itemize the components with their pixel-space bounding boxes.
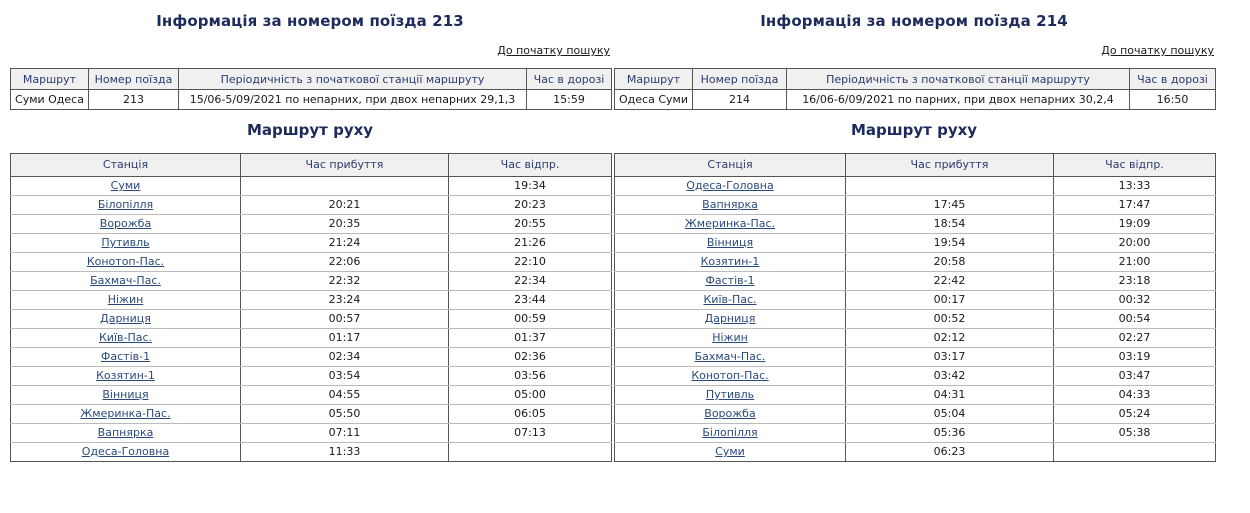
station-cell (11, 177, 241, 196)
station-link[interactable]: Козятин-1 (96, 369, 155, 382)
departure-cell: 03:56 (449, 367, 612, 386)
departure-cell: 00:32 (1054, 291, 1216, 310)
station-cell (615, 291, 846, 310)
arrival-cell: 02:34 (241, 348, 449, 367)
travel-time-header: Час в дорозі (1130, 69, 1216, 90)
station-cell (11, 196, 241, 215)
table-row (615, 424, 1216, 443)
table-row (615, 443, 1216, 462)
train-info-table (10, 68, 612, 110)
station-link[interactable]: Вапнярка (702, 198, 758, 211)
table-row (615, 272, 1216, 291)
route-header: Маршрут (11, 69, 89, 90)
table-row (11, 367, 612, 386)
station-cell (11, 405, 241, 424)
departure-header: Час відпр. (449, 154, 612, 177)
departure-cell: 21:26 (449, 234, 612, 253)
table-row (615, 386, 1216, 405)
table-row (615, 367, 1216, 386)
departure-cell: 22:34 (449, 272, 612, 291)
station-link[interactable]: Вінниця (706, 236, 754, 249)
route-header-row (11, 154, 612, 177)
table-row (11, 234, 612, 253)
departure-cell: 02:36 (449, 348, 612, 367)
arrival-header: Час прибуття (241, 154, 449, 177)
station-cell (615, 443, 846, 462)
station-cell (615, 367, 846, 386)
train-number-value: 213 (89, 90, 179, 110)
arrival-cell: 11:33 (241, 443, 449, 462)
station-cell (615, 386, 846, 405)
departure-cell: 20:55 (449, 215, 612, 234)
station-cell (11, 215, 241, 234)
train-number-value: 214 (693, 90, 787, 110)
departure-cell: 23:44 (449, 291, 612, 310)
departure-cell: 22:10 (449, 253, 612, 272)
station-cell (11, 310, 241, 329)
station-cell (11, 443, 241, 462)
travel-time-header: Час в дорозі (527, 69, 612, 90)
arrival-cell: 00:52 (846, 310, 1054, 329)
station-cell (615, 329, 846, 348)
station-cell (11, 329, 241, 348)
table-row (615, 291, 1216, 310)
station-link[interactable]: Білопілля (702, 426, 758, 439)
table-row (11, 443, 612, 462)
station-link[interactable]: Вінниця (102, 388, 149, 401)
train-number-header: Номер поїзда (89, 69, 179, 90)
route-header: Маршрут (615, 69, 693, 90)
departure-cell: 19:09 (1054, 215, 1216, 234)
route-value: Суми Одеса (11, 90, 89, 110)
departure-cell: 05:24 (1054, 405, 1216, 424)
station-link[interactable]: Вапнярка (97, 426, 154, 439)
station-link[interactable]: Бахмач-Пас. (694, 350, 766, 363)
station-cell (11, 272, 241, 291)
back-to-search-link[interactable]: До початку пошуку (497, 44, 610, 57)
arrival-cell: 19:54 (846, 234, 1054, 253)
table-row (11, 405, 612, 424)
arrival-cell: 21:24 (241, 234, 449, 253)
station-link[interactable]: Київ-Пас. (98, 331, 153, 344)
station-link[interactable]: Одеса-Головна (81, 445, 170, 458)
station-header: Станція (615, 154, 846, 177)
arrival-cell: 18:54 (846, 215, 1054, 234)
station-link[interactable]: Жмеринка-Пас. (80, 407, 171, 420)
departure-cell: 02:27 (1054, 329, 1216, 348)
arrival-cell: 00:57 (241, 310, 449, 329)
table-row (615, 348, 1216, 367)
table-row (11, 348, 612, 367)
arrival-cell: 02:12 (846, 329, 1054, 348)
table-row (11, 253, 612, 272)
arrival-cell: 22:42 (846, 272, 1054, 291)
station-cell (11, 424, 241, 443)
arrival-cell: 23:24 (241, 291, 449, 310)
arrival-cell (241, 177, 449, 196)
arrival-cell: 05:50 (241, 405, 449, 424)
periodicity-header: Періодичність з початкової станції маршруту (787, 69, 1130, 90)
arrival-cell: 03:17 (846, 348, 1054, 367)
arrival-cell: 04:31 (846, 386, 1054, 405)
arrival-cell: 22:32 (241, 272, 449, 291)
station-link[interactable]: Бахмач-Пас. (90, 274, 161, 287)
arrival-cell: 17:45 (846, 196, 1054, 215)
table-row (615, 329, 1216, 348)
station-cell (615, 253, 846, 272)
table-row (615, 177, 1216, 196)
table-row (11, 291, 612, 310)
station-link[interactable]: Путивль (705, 388, 755, 401)
departure-cell (449, 443, 612, 462)
arrival-header: Час прибуття (846, 154, 1054, 177)
arrival-cell: 03:54 (241, 367, 449, 386)
route-header-row (615, 154, 1216, 177)
table-row (11, 215, 612, 234)
table-row (11, 329, 612, 348)
departure-cell: 00:59 (449, 310, 612, 329)
table-row (615, 405, 1216, 424)
arrival-cell: 03:42 (846, 367, 1054, 386)
departure-cell: 01:37 (449, 329, 612, 348)
table-row (11, 177, 612, 196)
periodicity-value: 15/06-5/09/2021 по непарних, при двох непарних 29,1,3 (179, 90, 527, 110)
station-cell (615, 424, 846, 443)
train-number-header: Номер поїзда (693, 69, 787, 90)
station-cell (615, 177, 846, 196)
route-value: Одеса Суми (615, 90, 693, 110)
departure-cell (1054, 443, 1216, 462)
station-cell (615, 272, 846, 291)
station-cell (615, 405, 846, 424)
train-info-header-row (615, 69, 1216, 90)
station-link[interactable]: Конотоп-Пас. (86, 255, 165, 268)
station-link[interactable]: Ворожба (99, 217, 152, 230)
station-link[interactable]: Козятин-1 (700, 255, 760, 268)
station-cell (615, 196, 846, 215)
arrival-cell: 06:23 (846, 443, 1054, 462)
periodicity-value: 16/06-6/09/2021 по парних, при двох непарних 30,2,4 (787, 90, 1130, 110)
station-cell (11, 386, 241, 405)
station-cell (615, 310, 846, 329)
departure-cell: 03:19 (1054, 348, 1216, 367)
arrival-cell: 20:21 (241, 196, 449, 215)
table-row (11, 424, 612, 443)
arrival-cell: 05:36 (846, 424, 1054, 443)
station-header: Станція (11, 154, 241, 177)
table-row (11, 196, 612, 215)
table-row (615, 253, 1216, 272)
station-link[interactable]: Фастів-1 (705, 274, 755, 287)
station-link[interactable]: Ніжин (107, 293, 144, 306)
departure-cell: 00:54 (1054, 310, 1216, 329)
station-link[interactable]: Суми (715, 445, 745, 458)
station-link[interactable]: Одеса-Головна (686, 179, 774, 192)
station-link[interactable]: Ніжин (712, 331, 748, 344)
departure-cell: 19:34 (449, 177, 612, 196)
station-cell (615, 215, 846, 234)
departure-cell: 07:13 (449, 424, 612, 443)
departure-cell: 20:23 (449, 196, 612, 215)
table-row (11, 386, 612, 405)
station-link[interactable]: Фастів-1 (100, 350, 151, 363)
station-link[interactable]: Ворожба (704, 407, 756, 420)
arrival-cell: 20:58 (846, 253, 1054, 272)
travel-time-value: 16:50 (1130, 90, 1216, 110)
arrival-cell: 04:55 (241, 386, 449, 405)
table-row (11, 310, 612, 329)
station-link[interactable]: Київ-Пас. (703, 293, 757, 306)
arrival-cell: 20:35 (241, 215, 449, 234)
station-cell (615, 348, 846, 367)
departure-cell: 20:00 (1054, 234, 1216, 253)
station-link[interactable]: Конотоп-Пас. (691, 369, 769, 382)
departure-cell: 06:05 (449, 405, 612, 424)
arrival-cell: 05:04 (846, 405, 1054, 424)
table-row (615, 215, 1216, 234)
station-cell (11, 234, 241, 253)
arrival-cell: 22:06 (241, 253, 449, 272)
table-row (11, 272, 612, 291)
station-cell (11, 253, 241, 272)
periodicity-header: Періодичність з початкової станції маршруту (179, 69, 527, 90)
departure-header: Час відпр. (1054, 154, 1216, 177)
train-info-row (615, 90, 1216, 110)
station-cell (11, 291, 241, 310)
table-row (615, 234, 1216, 253)
station-link[interactable]: Дарниця (100, 312, 151, 325)
departure-cell: 05:38 (1054, 424, 1216, 443)
table-row (615, 310, 1216, 329)
page-title: Інформація за номером поїзда 214 (760, 12, 1068, 30)
train-info-header-row (11, 69, 612, 90)
departure-cell: 23:18 (1054, 272, 1216, 291)
departure-cell: 05:00 (449, 386, 612, 405)
departure-cell: 21:00 (1054, 253, 1216, 272)
route-title: Маршрут руху (246, 121, 374, 139)
station-cell (11, 348, 241, 367)
travel-time-value: 15:59 (527, 90, 612, 110)
departure-cell: 17:47 (1054, 196, 1216, 215)
station-link[interactable]: Жмеринка-Пас. (684, 217, 776, 230)
departure-cell: 04:33 (1054, 386, 1216, 405)
train-info-row (11, 90, 612, 110)
page-title: Інформація за номером поїзда 213 (156, 12, 464, 30)
route-table (10, 153, 612, 462)
arrival-cell (846, 177, 1054, 196)
station-link[interactable]: Білопілля (97, 198, 154, 211)
departure-cell: 13:33 (1054, 177, 1216, 196)
arrival-cell: 07:11 (241, 424, 449, 443)
departure-cell: 03:47 (1054, 367, 1216, 386)
arrival-cell: 00:17 (846, 291, 1054, 310)
station-link[interactable]: Дарниця (704, 312, 756, 325)
arrival-cell: 01:17 (241, 329, 449, 348)
train-info-table (614, 68, 1216, 110)
route-table (614, 153, 1216, 462)
table-row (615, 196, 1216, 215)
station-cell (615, 234, 846, 253)
station-cell (11, 367, 241, 386)
route-title: Маршрут руху (850, 121, 978, 139)
station-link[interactable]: Путивль (101, 236, 150, 249)
back-to-search-link[interactable]: До початку пошуку (1101, 44, 1214, 57)
station-link[interactable]: Суми (110, 179, 141, 192)
